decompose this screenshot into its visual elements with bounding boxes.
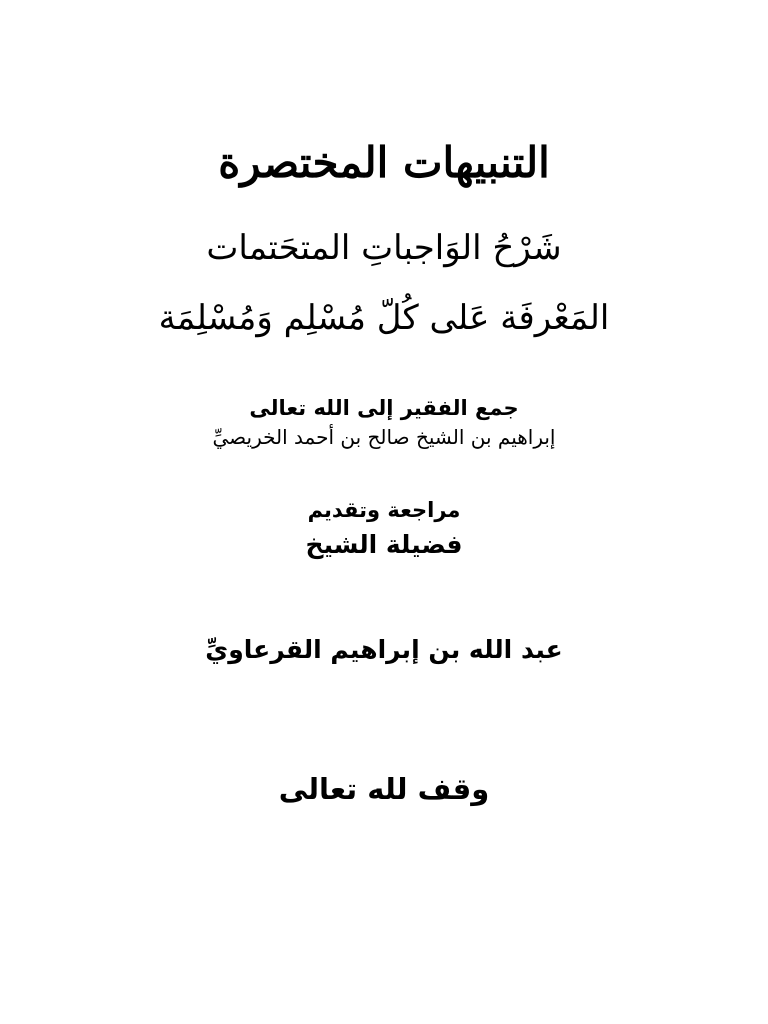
reviewer-name: عبد الله بن إبراهيم القرعاويِّ <box>205 635 563 664</box>
sheikh-title: فضيلة الشيخ <box>305 530 463 559</box>
compiled-by-label: جمع الفقير إلى الله تعالى <box>249 396 519 420</box>
subtitle-line-2: المَعْرفَة عَلى كُلّ مُسْلِم وَمُسْلِمَة <box>158 298 610 338</box>
book-title: التنبيهات المختصرة <box>218 138 550 187</box>
endowment-note: وقف لله تعالى <box>278 772 490 806</box>
compiler-name: إبراهيم بن الشيخ صالح بن أحمد الخريصيِّ <box>212 425 556 449</box>
subtitle-line-1: شَرْحُ الوَاجباتِ المتحَتمات <box>206 228 562 268</box>
review-label: مراجعة وتقديم <box>307 498 461 522</box>
